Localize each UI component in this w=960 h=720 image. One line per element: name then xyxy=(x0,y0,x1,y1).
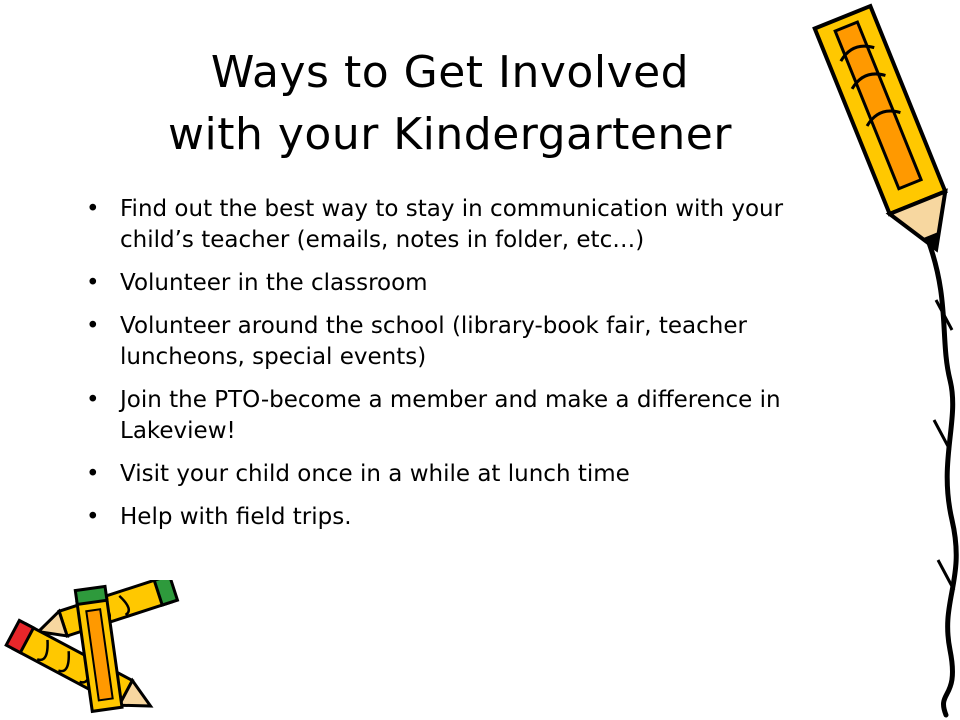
bullet-list xyxy=(84,194,854,545)
bullet-marker: • xyxy=(86,461,100,487)
pencil-clipart-icon xyxy=(800,0,960,720)
bullet-marker: • xyxy=(86,270,100,296)
bullet-item xyxy=(84,311,854,373)
title-line-1: Ways to Get Involved xyxy=(210,47,690,98)
bullet-item xyxy=(84,502,854,533)
bullet-marker: • xyxy=(86,387,100,413)
bullet-item xyxy=(84,194,854,256)
bullet-text: Help with field trips. xyxy=(120,504,352,530)
bullet-text: Join the PTO-become a member and make a difference in Lakeview! xyxy=(120,387,781,444)
bullet-item xyxy=(84,385,854,447)
bullet-marker: • xyxy=(86,196,100,222)
title-line-2: with your Kindergartener xyxy=(168,109,732,160)
bullet-text: Visit your child once in a while at lunch time xyxy=(120,461,630,487)
bullet-text: Find out the best way to stay in communication with your child’s teacher (emails, notes in folder, etc…) xyxy=(120,196,784,253)
bullet-text: Volunteer in the classroom xyxy=(120,270,428,296)
bullet-item xyxy=(84,459,854,490)
bullet-marker: • xyxy=(86,504,100,530)
bullet-item xyxy=(84,268,854,299)
pencils-clipart-icon xyxy=(0,580,200,720)
slide-title xyxy=(40,42,860,166)
bullet-text: Volunteer around the school (library-book fair, teacher luncheons, special events) xyxy=(120,313,747,370)
bullet-marker: • xyxy=(86,313,100,339)
